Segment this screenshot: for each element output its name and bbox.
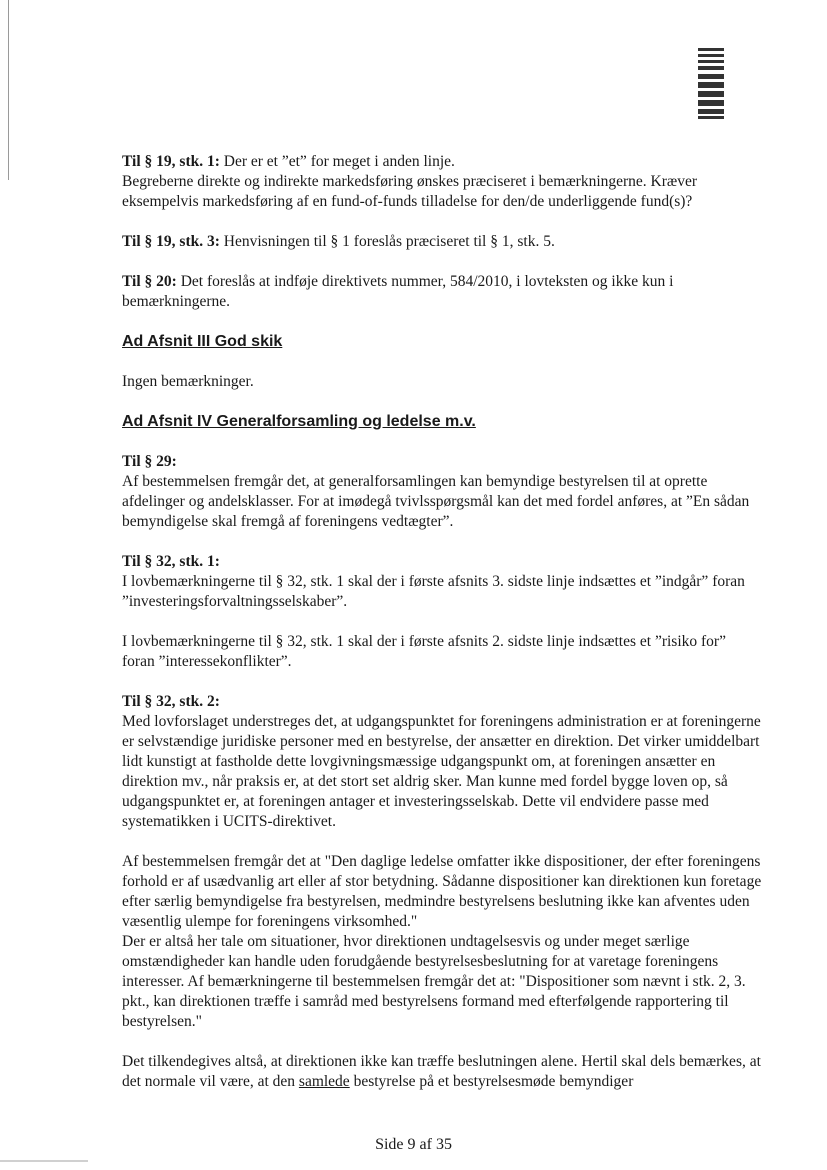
section-label: Til § 19, stk. 1: bbox=[122, 153, 220, 170]
s32-stk2-paragraph-4: Det tilkendegives altså, at direktionen ikke kan træffe beslutningen alene. Hertil skal dels bemærkes, at det normale vil være, at den samlede bestyrelse på et bestyrelsesmøde bemyndiger bbox=[122, 1053, 761, 1090]
s32-stk2-paragraph-3: Der er altså her tale om situationer, hvor direktionen undtagelsesvis og under meget særlige omstændigheder kan handle uden forudgående bestyrelsesbeslutning for at varetage foreningens interesser. Af bemærkningerne til bestemmelsen fremgår det at: "Dispositioner som nævnt i stk. 2, 3. pkt., kan direktionen træffe i samråd med bestyrelsens formand med efterfølgende rapportering til bestyrelsen." bbox=[122, 933, 746, 1030]
page-number-footer: Side 9 af 35 bbox=[375, 1136, 452, 1153]
scan-edge-line bbox=[8, 0, 9, 180]
s29-label: Til § 29: bbox=[122, 453, 177, 470]
s32-stk1-label: Til § 32, stk. 1: bbox=[122, 553, 220, 570]
organization-logo-icon bbox=[697, 48, 725, 120]
afsnit-3-text: Ingen bemærkninger. bbox=[122, 373, 254, 390]
section-heading-afsnit-3: Ad Afsnit III God skik bbox=[122, 333, 283, 350]
scan-edge-mark bbox=[0, 1160, 88, 1162]
s32-stk1-paragraph-2: I lovbemærkningerne til § 32, stk. 1 skal der i første afsnits 2. sidste linje indsættes et ”risiko for” foran ”interessekonflikter”. bbox=[122, 633, 726, 670]
s32-stk1-paragraph-1: I lovbemærkningerne til § 32, stk. 1 skal der i første afsnits 3. sidste linje indsættes et ”indgår” foran ”investeringsforvaltningsselskaber”. bbox=[122, 573, 745, 610]
s32-stk2-paragraph-1: Med lovforslaget understreges det, at udgangspunktet for foreningens administration er at foreningerne er selvstændige juridiske personer med en bestyrelse, der ansætter en direktion. Det virker umiddelbart lidt kunstigt at fastholde dette lovgivningsmæssige udgangspunkt om, at foreningen ansætter en direktion mv., når praksis er, at det stort set aldrig sker. Man kunne med fordel bygge loven op, så udgangspunktet er, at foreningen antager et investeringsselskab. Dette vil endvidere passe med systematikken i UCITS-direktivet. bbox=[122, 713, 761, 830]
s19-stk1-body: Begreberne direkte og indirekte markedsføring ønskes præciseret i bemærkningerne. Kræver eksempelvis markedsføring af en fund-of-funds tilladelse for den/de underliggende fund(s)? bbox=[122, 173, 698, 210]
s29-text: Af bestemmelsen fremgår det, at generalforsamlingen kan bemyndige bestyrelsen til at oprette afdelinger og andelsklasser. For at imødegå tvivlsspørgsmål kan det med fordel anføres, at ”En sådan bemyndigelse skal fremgå af foreningens vedtægter”. bbox=[122, 473, 750, 530]
s20-paragraph: Til § 20: Det foreslås at indføje direktivets nummer, 584/2010, i lovteksten og ikke kun i bemærkningerne. bbox=[122, 273, 674, 310]
s32-stk2-paragraph-2: Af bestemmelsen fremgår det at "Den daglige ledelse omfatter ikke dispositioner, der efter foreningens forhold er af usædvanlig art eller af stor betydning. Sådanne dispositioner kan direktionen kun foretage efter særlig bemyndigelse fra bestyrelsen, medmindre bestyrelsens beslutning ikke kan afventes uden væsentlig ulempe for foreningens virksomhed." bbox=[122, 853, 762, 930]
underlined-word: samlede bbox=[298, 1073, 350, 1090]
section-label: Til § 20: bbox=[122, 273, 177, 290]
document-body bbox=[122, 152, 762, 1092]
section-label: Til § 19, stk. 3: bbox=[122, 233, 220, 250]
s32-stk2-label: Til § 32, stk. 2: bbox=[122, 693, 220, 710]
s19-stk3-paragraph: Til § 19, stk. 3: Henvisningen til § 1 foreslås præciseret til § 1, stk. 5. bbox=[122, 233, 555, 250]
section-heading-afsnit-4: Ad Afsnit IV Generalforsamling og ledelse m.v. bbox=[122, 413, 476, 430]
s19-stk1-lead: Til § 19, stk. 1: Der er et ”et” for meget i anden linje. bbox=[122, 153, 455, 170]
